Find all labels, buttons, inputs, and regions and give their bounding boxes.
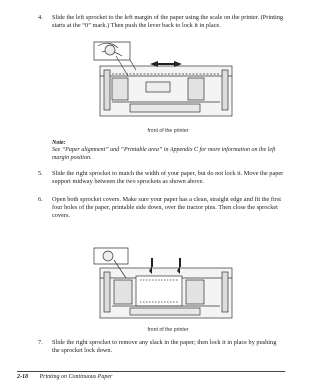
- printer-illustration-left-sprocket: [90, 40, 240, 124]
- figure-caption: front of the printer: [147, 327, 189, 333]
- note-block: [52, 140, 284, 162]
- step-6: [38, 196, 284, 221]
- step-7: [38, 339, 284, 355]
- page-footer: [17, 374, 112, 380]
- step-text: Slide the left sprocket to the left margin of the paper using the scale on the printer. (Printing starts at the “0” mark.) Then push the lever back to lock it in place.: [52, 14, 284, 30]
- section-title: Printing on Continuous Paper: [39, 374, 113, 380]
- step-text: Open both sprocket covers. Make sure your paper has a clean, straight edge and fit the first four holes of the paper, printable side down, over the tractor pins. Then close the sprocket covers.: [52, 196, 282, 220]
- step-number: 7.: [38, 339, 43, 346]
- step-text: Slide the right sprocket to match the width of your paper, but do not lock it. Move the paper support midway between the two sprockets as shown above.: [52, 170, 284, 186]
- footer-rule: [17, 371, 285, 372]
- step-number: 6.: [38, 196, 43, 203]
- page-number: 2-18: [17, 374, 28, 380]
- step-5: [38, 170, 284, 186]
- step-number: 4.: [38, 14, 43, 21]
- figure-caption: front of the printer: [147, 128, 189, 134]
- step-number: 5.: [38, 170, 43, 177]
- note-label: Note:: [52, 140, 66, 146]
- step-text: Slide the right sprocket to remove any slack in the paper; then lock it in place by pushing the sprocket lock down.: [52, 339, 277, 355]
- step-4: [38, 14, 284, 30]
- printer-illustration-sprocket-covers: [90, 246, 240, 324]
- note-text: See “Paper alignment” and “Printable area” in Appendix C for more information on the left margin position.: [52, 147, 276, 161]
